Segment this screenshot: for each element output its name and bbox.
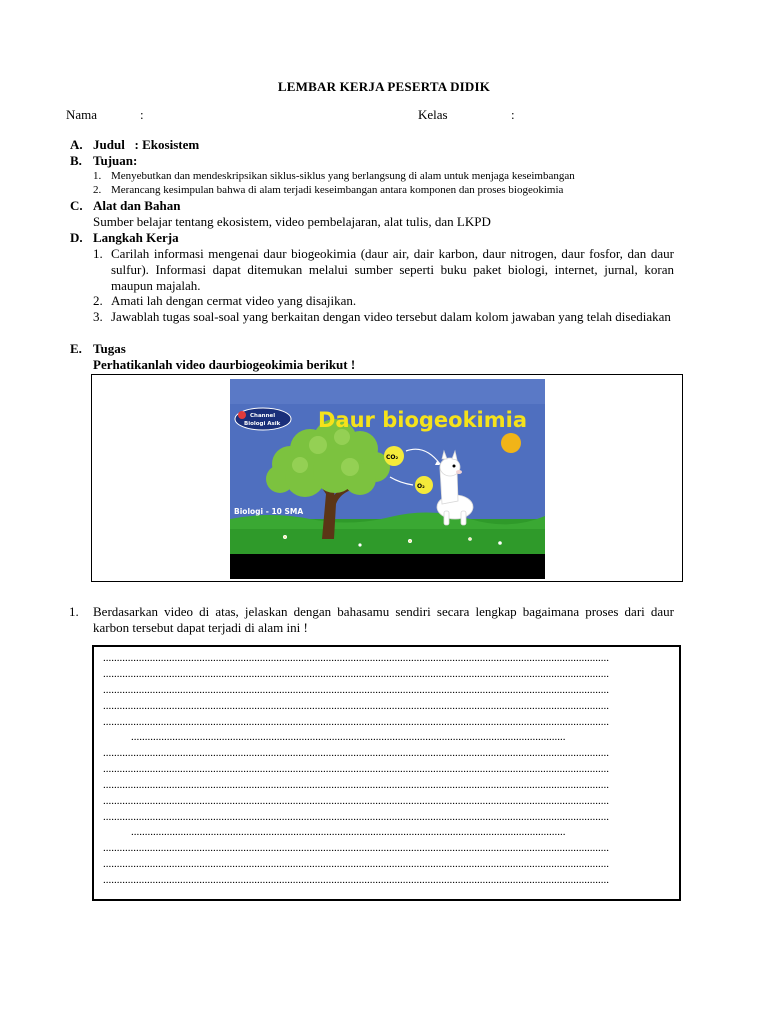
section-a-title: Judul : Ekosistem <box>93 137 200 152</box>
video-heading: Daur biogeokimia <box>318 408 527 432</box>
svg-text:Channel: Channel <box>250 413 276 419</box>
answer-line[interactable]: ........................................................................................................................................................................................ <box>103 700 609 712</box>
answer-line[interactable]: ........................................................................................................................................................................................ <box>103 668 609 680</box>
section-c-letter: C. <box>70 198 83 213</box>
svg-text:Biologi Asik: Biologi Asik <box>244 421 281 427</box>
answer-box[interactable] <box>92 645 681 901</box>
answer-line[interactable]: ........................................................................................................................................................................................ <box>103 763 609 775</box>
section-c-text: Sumber belajar tentang ekosistem, video pembelajaran, alat tulis, dan LKPD <box>93 214 491 229</box>
list-item: Carilah informasi mengenai daur biogeokimia (daur air, dair karbon, daur nitrogen, daur fosfor, dan daur sulfur). Informasi dapat ditemukan melalui sumber seperti buku paket biologi, internet, jurnal, koran maupun majalah. <box>111 246 674 293</box>
list-item: Menyebutkan dan mendeskripsikan siklus-siklus yang berlangsung di alam untuk menjaga keseimbangan <box>111 170 575 182</box>
o2-label: O₂ <box>417 483 425 490</box>
section-e-letter: E. <box>70 341 82 356</box>
question-text: Berdasarkan video di atas, jelaskan dengan bahasamu sendiri secara lengkap bagaimana proses dari daur karbon tersebut dapat terjadi di alam ini ! <box>93 604 674 635</box>
list-item-number: 2. <box>93 293 103 308</box>
list-item: Jawablah tugas soal-soal yang berkaitan dengan video tersebut dalam kolom jawaban yang telah disediakan <box>111 309 671 324</box>
answer-line[interactable]: .............................................................................................................................................................. <box>131 826 566 838</box>
co2-label: CO₂ <box>386 454 399 461</box>
answer-line[interactable]: ........................................................................................................................................................................................ <box>103 842 609 854</box>
section-b-letter: B. <box>70 153 82 168</box>
list-item-number: 2. <box>93 184 102 196</box>
nama-colon: : <box>140 107 144 122</box>
nama-label: Nama <box>66 107 98 122</box>
answer-line[interactable]: .............................................................................................................................................................. <box>131 731 566 743</box>
section-e-title: Tugas <box>93 341 126 356</box>
answer-line[interactable]: ........................................................................................................................................................................................ <box>103 874 609 886</box>
answer-line[interactable]: ........................................................................................................................................................................................ <box>103 779 609 791</box>
list-item-number: 3. <box>93 309 103 324</box>
list-item: Merancang kesimpulan bahwa di alam terjadi keseimbangan antara komponen dan proses biogeokimia <box>111 184 564 196</box>
video-subtitle: Biologi - 10 SMA <box>234 507 304 516</box>
answer-line[interactable]: ........................................................................................................................................................................................ <box>103 716 609 728</box>
video-thumbnail[interactable] <box>230 379 545 579</box>
answer-line[interactable]: ........................................................................................................................................................................................ <box>103 858 609 870</box>
answer-line[interactable]: ........................................................................................................................................................................................ <box>103 684 609 696</box>
answer-line[interactable]: ........................................................................................................................................................................................ <box>103 811 609 823</box>
page-title: LEMBAR KERJA PESERTA DIDIK <box>277 79 491 94</box>
list-item-number: 1. <box>93 246 103 261</box>
section-d-letter: D. <box>70 230 83 245</box>
answer-line[interactable]: ........................................................................................................................................................................................ <box>103 795 609 807</box>
sun-icon <box>501 433 521 453</box>
list-item: Amati lah dengan cermat video yang disajikan. <box>111 293 357 308</box>
section-a-letter: A. <box>70 137 83 152</box>
task-instruction: Perhatikanlah video daurbiogeokimia berikut ! <box>93 357 356 372</box>
answer-line[interactable]: ........................................................................................................................................................................................ <box>103 747 609 759</box>
section-d-title: Langkah Kerja <box>93 230 179 245</box>
section-b-title: Tujuan: <box>93 153 138 168</box>
kelas-label: Kelas <box>418 107 448 122</box>
question-number: 1. <box>69 604 79 619</box>
answer-line[interactable]: ........................................................................................................................................................................................ <box>103 652 609 664</box>
section-c-title: Alat dan Bahan <box>93 198 181 213</box>
kelas-colon: : <box>511 107 515 122</box>
list-item-number: 1. <box>93 170 102 182</box>
